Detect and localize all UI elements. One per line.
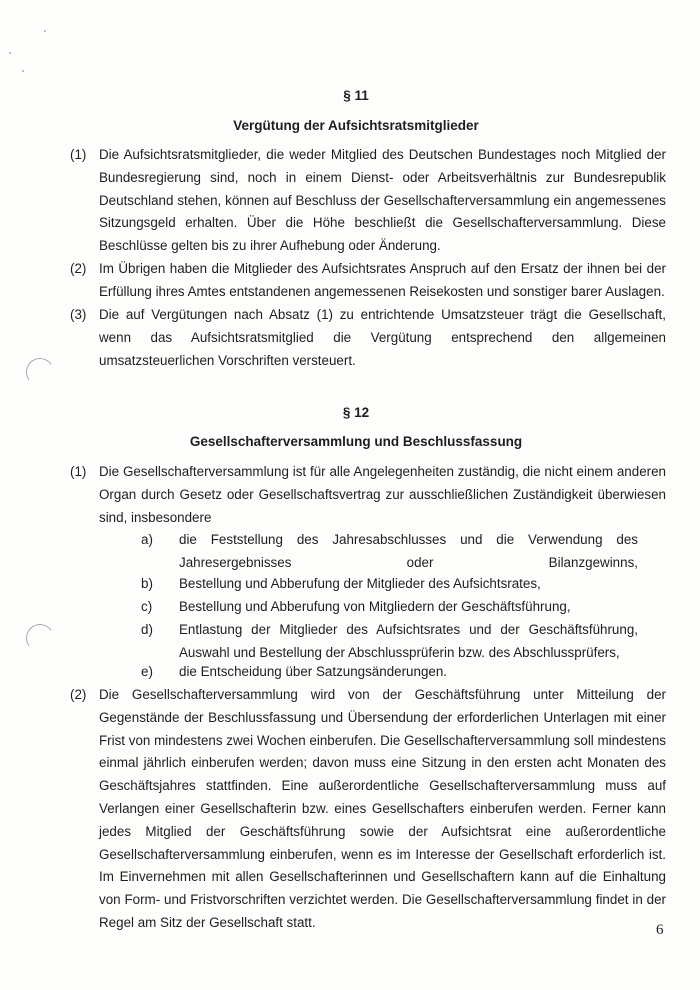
punch-hole-mark [24, 622, 56, 654]
list-item-letter: c) [141, 599, 153, 614]
list-item-d [141, 619, 638, 665]
section-12-paragraph-1 [70, 461, 666, 529]
paragraph-text: Im Übrigen haben die Mitglieder des Aufsichtsrates Anspruch auf den Ersatz der ihnen bei der Erfüllung ihres Amtes entstandenen angemessenen Reisekosten und sonstiger barer Auslagen. [99, 261, 666, 299]
section-11-paragraph-1 [70, 144, 666, 258]
section-11-paragraph-2 [70, 258, 666, 304]
scan-speck [44, 30, 46, 32]
paragraph-text: Die Gesellschafterversammlung wird von der Geschäftsführung unter Mitteilung der Gegenstände der Beschlussfassung und Übersendung der erforderlichen Unterlagen mit einer Frist von mindestens zwei Wochen einberufen. Die Gesellschafterversammlung soll mindestens einmal jährlich einberufen werden; davon muss eine Sitzung in den ersten acht Monaten des Geschäftsjahres stattfinden. Eine außerordentliche Gesellschafterversammlung muss auf Verlangen einer Gesellschafterin bzw. eines Gesellschafters einberufen werden. Ferner kann jedes Mitglied der Geschäftsführung sowie der Aufsichtsrat eine außerordentliche Gesellschafterversammlung einberufen, wenn es im Interesse der Gesellschaft erforderlich ist. Im Einvernehmen mit allen Gesellschafterinnen und Gesellschaftern kann auf die Einhaltung von Form- und Fristvorschriften verzichtet werden. Die Gesellschafterversammlung findet in der Regel am Sitz der Gesellschaft statt. [99, 687, 666, 930]
list-item-text: die Feststellung des Jahresabschlusses und die Verwendung des Jahresergebnisses oder Bilanzgewinns, [179, 532, 638, 570]
list-item-a [141, 529, 638, 575]
scan-speck [9, 52, 11, 54]
list-item-letter: d) [141, 622, 153, 637]
section-12-paragraph-2 [70, 684, 666, 935]
punch-hole-mark [24, 356, 56, 388]
paragraph-number: (2) [70, 687, 87, 702]
list-item-letter: e) [141, 664, 153, 679]
paragraph-number: (3) [70, 307, 87, 322]
list-item-b [141, 573, 638, 596]
section-11-number: § 11 [343, 88, 369, 103]
list-item-c [141, 596, 638, 619]
list-item-text: Bestellung und Abberufung von Mitgliedern der Geschäftsführung, [179, 599, 571, 614]
section-12-title: Gesellschafterversammlung und Beschlussfassung [189, 434, 523, 449]
paragraph-number: (2) [70, 261, 87, 276]
paragraph-number: (1) [70, 147, 87, 162]
list-item-text: Bestellung und Abberufung der Mitglieder des Aufsichtsrates, [179, 576, 541, 591]
section-12-number: § 12 [342, 405, 370, 420]
paragraph-number: (1) [70, 464, 87, 479]
paragraph-text: Die Aufsichtsratsmitglieder, die weder Mitglied des Deutschen Bundestages noch Mitglied der Bundesregierung sind, noch in einem Dienst- oder Arbeitsverhältnis zur Bundesrepublik Deutschland stehen, können auf Beschluss der Gesellschafterversammlung ein angemessenes Sitzungsgeld erhalten. Über die Höhe beschließt die Gesellschafterversammlung. Diese Beschlüsse gelten bis zu ihrer Aufhebung oder Änderung. [99, 147, 666, 254]
section-11-title: Vergütung der Aufsichtsratsmitglieder [233, 118, 479, 133]
paragraph-text: Die auf Vergütungen nach Absatz (1) zu entrichtende Umsatzsteuer trägt die Gesellschaft, wenn das Aufsichtsratsmitglied die Vergütung entsprechend den allgemeinen umsatzsteuerlichen Vorschriften versteuert. [99, 307, 666, 368]
list-item-letter: a) [141, 532, 153, 547]
list-item-text: Entlastung der Mitglieder des Aufsichtsrates und der Geschäftsführung, Auswahl und Bestellung der Abschlussprüferin bzw. des Abschlussprüfers, [179, 622, 638, 660]
list-item-e [141, 661, 638, 684]
list-item-text: die Entscheidung über Satzungsänderungen. [179, 664, 448, 679]
page-number: 6 [656, 922, 664, 938]
scan-speck [22, 70, 24, 72]
paragraph-text: Die Gesellschafterversammlung ist für alle Angelegenheiten zuständig, die nicht einem anderen Organ durch Gesetz oder Gesellschaftsvertrag zur ausschließlichen Zuständigkeit überwiesen sind, insbesondere [99, 464, 666, 525]
section-11-paragraph-3 [70, 304, 666, 372]
list-item-letter: b) [141, 576, 153, 591]
